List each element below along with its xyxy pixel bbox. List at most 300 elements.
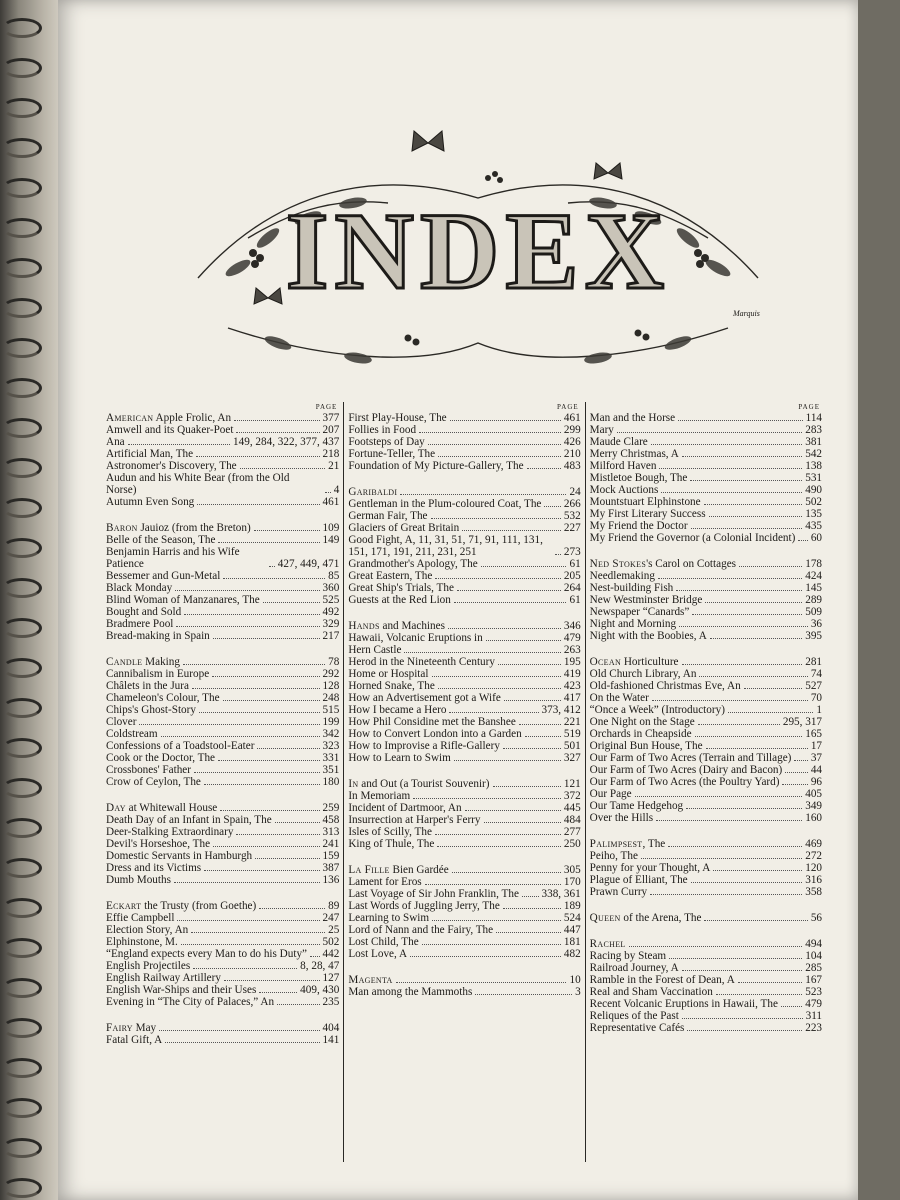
entry-title: Evening in “The City of Palaces,” An xyxy=(106,996,275,1008)
page-number: 266 xyxy=(563,498,581,510)
dot-leader xyxy=(481,566,567,567)
entry-title: Maude Clare xyxy=(589,436,648,448)
page-column-header: PAGE xyxy=(315,403,338,411)
entry-title: First Play-House, The xyxy=(348,412,447,424)
index-entry xyxy=(348,412,580,424)
binding-coil xyxy=(2,978,42,998)
index-entry xyxy=(348,752,580,764)
dot-leader xyxy=(679,626,808,627)
binding-coil xyxy=(2,298,42,318)
dot-leader xyxy=(798,540,807,541)
page-number: 469 xyxy=(805,838,823,850)
entry-title: Milford Haven xyxy=(589,460,657,472)
dot-leader xyxy=(691,528,803,529)
index-entry xyxy=(106,776,339,788)
entry-lead-word: Ocean xyxy=(589,656,622,668)
page-number: 195 xyxy=(563,656,581,668)
dot-leader xyxy=(193,968,297,969)
entry-title: Penny for your Thought, A xyxy=(589,862,711,874)
dot-leader xyxy=(448,628,561,629)
index-entry xyxy=(590,788,822,800)
page-number: 178 xyxy=(805,558,823,570)
page-number: 479 xyxy=(805,998,823,1010)
dot-leader xyxy=(652,700,808,701)
entry-title: Peiho, The xyxy=(589,850,638,862)
entry-title: Dumb Mouths xyxy=(106,874,171,886)
dot-leader xyxy=(257,748,319,749)
entry-title: Great Eastern, The xyxy=(348,570,433,582)
dot-leader xyxy=(454,760,561,761)
binding-coil xyxy=(2,738,42,758)
page-number: 56 xyxy=(810,912,823,924)
page-column-header: PAGE xyxy=(798,403,821,411)
entry-title: English Railway Artillery xyxy=(106,972,221,984)
entry-title: Lament for Eros xyxy=(348,876,422,888)
dot-leader xyxy=(184,614,319,615)
dot-leader xyxy=(658,578,802,579)
entry-title-rest: Apple Frolic, An xyxy=(153,412,232,424)
entry-title: Benjamin Harris and his Wife Patience xyxy=(106,546,240,570)
page-number: 37 xyxy=(810,752,823,764)
dot-leader xyxy=(682,456,802,457)
entry-title: Old-fashioned Christmas Eve, An xyxy=(589,680,741,692)
entry-title-rest: Bien Gardée xyxy=(389,864,449,876)
dot-leader xyxy=(191,932,325,933)
dot-leader xyxy=(678,420,803,421)
dot-leader xyxy=(199,712,320,713)
index-letter-section xyxy=(348,486,580,606)
entry-title: Audun and his White Bear (from the Old Norse) xyxy=(106,472,290,496)
dot-leader xyxy=(713,870,802,871)
page-number: 311 xyxy=(805,1010,823,1022)
entry-lead-word: Magenta xyxy=(348,974,393,986)
index-entry xyxy=(348,558,580,570)
index-entry xyxy=(590,950,822,962)
dot-leader xyxy=(706,748,808,749)
dot-leader xyxy=(396,982,567,983)
binding-coil xyxy=(2,1138,42,1158)
entry-title: Prawn Curry xyxy=(589,886,648,898)
index-entry xyxy=(590,938,822,950)
index-letter-section xyxy=(106,900,339,1008)
page-number: 205 xyxy=(563,570,581,582)
index-entry xyxy=(348,620,580,632)
entry-title: Châlets in the Jura xyxy=(106,680,189,692)
entry-title: Confessions of a Toadstool-Eater xyxy=(106,740,255,752)
page-number: 387 xyxy=(322,862,340,874)
page-number: 159 xyxy=(322,850,340,862)
dot-leader xyxy=(212,676,319,677)
dot-leader xyxy=(782,784,807,785)
entry-title: Follies in Food xyxy=(348,424,417,436)
dot-leader xyxy=(484,822,561,823)
entry-title: In Memoriam xyxy=(348,790,411,802)
index-entry xyxy=(106,594,339,606)
dot-leader xyxy=(641,858,802,859)
entry-lead-word: Hands xyxy=(348,620,380,632)
dot-leader xyxy=(181,944,320,945)
entry-title: Devil's Horseshoe, The xyxy=(106,838,211,850)
index-entry xyxy=(106,412,339,424)
dot-leader xyxy=(128,444,230,445)
page-number: 358 xyxy=(805,886,823,898)
entry-title: Coldstream xyxy=(106,728,158,740)
entry-title: My Friend the Doctor xyxy=(589,520,688,532)
index-entry xyxy=(590,752,822,764)
page-number: 373, 412 xyxy=(541,704,581,716)
binding-coil xyxy=(2,178,42,198)
page-number: 445 xyxy=(563,802,581,814)
dot-leader xyxy=(236,432,319,433)
page-number: 127 xyxy=(322,972,340,984)
index-entry xyxy=(348,864,580,876)
dot-leader xyxy=(204,870,319,871)
page-number: 272 xyxy=(805,850,823,862)
index-entry xyxy=(590,728,822,740)
index-entry xyxy=(106,716,339,728)
page-number: 427, 449, 471 xyxy=(277,558,340,570)
page-number: 313 xyxy=(322,826,340,838)
binding-coil xyxy=(2,778,42,798)
index-entry xyxy=(106,570,339,582)
binding-coil xyxy=(2,338,42,358)
dot-leader xyxy=(437,846,561,847)
dot-leader xyxy=(236,834,319,835)
dot-leader xyxy=(428,444,561,445)
dot-leader xyxy=(522,896,539,897)
dot-leader xyxy=(698,724,780,725)
entry-title: Night with the Boobies, A xyxy=(589,630,707,642)
page-number: 331 xyxy=(322,752,340,764)
dot-leader xyxy=(240,468,325,469)
page-number: 199 xyxy=(322,716,340,728)
dot-leader xyxy=(503,748,561,749)
entry-title: Mistletoe Bough, The xyxy=(589,472,688,484)
page-number: 351 xyxy=(322,764,340,776)
page-number: 149, 284, 322, 377, 437 xyxy=(233,436,340,448)
page-number: 264 xyxy=(563,582,581,594)
entry-title: Lost Love, A xyxy=(348,948,408,960)
page-number: 295, 317 xyxy=(782,716,823,728)
index-entry xyxy=(590,436,822,448)
page-number: 120 xyxy=(805,862,823,874)
index-entry xyxy=(590,558,822,570)
dot-leader xyxy=(699,676,807,677)
index-entry xyxy=(590,656,822,668)
index-entry xyxy=(348,510,580,522)
entry-title: How to Convert London into a Garden xyxy=(348,728,522,740)
index-entry xyxy=(348,644,580,656)
entry-title: Footsteps of Day xyxy=(348,436,425,448)
index-column-1 xyxy=(102,402,343,1162)
index-letter-section xyxy=(348,778,580,850)
entry-title xyxy=(106,412,231,424)
entry-title xyxy=(348,620,445,632)
dot-leader xyxy=(650,894,802,895)
index-entry xyxy=(348,522,580,534)
entry-lead-word: Palimpsest xyxy=(589,838,643,850)
dot-leader xyxy=(435,578,561,579)
page-number: 121 xyxy=(563,778,581,790)
binding-coil xyxy=(2,658,42,678)
page-number: 210 xyxy=(563,448,581,460)
page-number: 8, 28, 47 xyxy=(300,960,340,972)
entry-title: Fortune-Teller, The xyxy=(348,448,436,460)
index-entry xyxy=(106,984,339,996)
index-entry xyxy=(106,618,339,630)
index-entry xyxy=(106,692,339,704)
index-entry xyxy=(348,986,580,998)
index-entry xyxy=(590,570,822,582)
index-entry xyxy=(590,912,822,924)
dot-leader xyxy=(175,590,319,591)
page-number: 138 xyxy=(805,460,823,472)
entry-title xyxy=(106,802,217,814)
index-entry xyxy=(348,424,580,436)
entry-title xyxy=(348,486,397,498)
dot-leader xyxy=(695,736,803,737)
page-number: 145 xyxy=(805,582,823,594)
index-letter-section xyxy=(106,1022,339,1046)
dot-leader xyxy=(465,810,561,811)
entry-title: Guests at the Red Lion xyxy=(348,594,451,606)
page-number: 327 xyxy=(563,752,581,764)
entry-title: Mountstuart Elphinstone xyxy=(589,496,701,508)
entry-lead-word: Candle xyxy=(106,656,143,668)
index-entry xyxy=(106,826,339,838)
page-number: 524 xyxy=(563,912,581,924)
page-number: 338, 361 xyxy=(541,888,581,900)
index-entry xyxy=(590,606,822,618)
dot-leader xyxy=(413,798,561,799)
page-number: 349 xyxy=(805,800,823,812)
page-number: 96 xyxy=(810,776,823,788)
page-number: 218 xyxy=(322,448,340,460)
entry-title xyxy=(106,1022,156,1034)
entry-title: New Westminster Bridge xyxy=(589,594,703,606)
index-letter-section xyxy=(106,522,339,642)
index-entry xyxy=(348,460,580,472)
index-letter-section xyxy=(106,412,339,508)
index-entry xyxy=(106,630,339,642)
binding-coil xyxy=(2,938,42,958)
entry-title: Cannibalism in Europe xyxy=(106,668,210,680)
page-number: 525 xyxy=(322,594,340,606)
binding-coil xyxy=(2,1058,42,1078)
page-number: 281 xyxy=(805,656,823,668)
dot-leader xyxy=(176,626,319,627)
column-body xyxy=(348,412,580,998)
index-entry xyxy=(590,800,822,812)
page-number: 17 xyxy=(810,740,823,752)
dot-leader xyxy=(422,944,561,945)
page-number: 342 xyxy=(322,728,340,740)
entry-title: How to Learn to Swim xyxy=(348,752,451,764)
index-entry xyxy=(590,874,822,886)
dot-leader xyxy=(425,884,561,885)
page-number: 283 xyxy=(805,424,823,436)
page-number: 542 xyxy=(805,448,823,460)
index-entry xyxy=(590,692,822,704)
index-entry xyxy=(348,498,580,510)
page-number: 61 xyxy=(569,558,581,570)
dot-leader xyxy=(704,504,803,505)
binding-coil xyxy=(2,98,42,118)
entry-title: “Once a Week” (Introductory) xyxy=(589,704,725,716)
entry-title-rest: the Trusty (from Goethe) xyxy=(141,900,257,912)
entry-title: Our Farm of Two Acres (Terrain and Tillage) xyxy=(589,752,792,764)
page-number: 372 xyxy=(563,790,581,802)
entry-title: Amwell and its Quaker-Poet xyxy=(106,424,234,436)
index-entry xyxy=(590,448,822,460)
dot-leader xyxy=(194,772,320,773)
entry-title-rest: and Machines xyxy=(379,620,445,632)
dot-leader xyxy=(431,518,561,519)
entry-title: Lord of Nann and the Fairy, The xyxy=(348,924,494,936)
dot-leader xyxy=(438,688,561,689)
entry-title: Hern Castle xyxy=(348,644,402,656)
entry-title xyxy=(348,864,448,876)
entry-title: Ramble in the Forest of Dean, A xyxy=(589,974,735,986)
index-entry xyxy=(348,728,580,740)
page-number: 181 xyxy=(563,936,581,948)
dot-leader xyxy=(739,566,802,567)
entry-title: Herod in the Nineteenth Century xyxy=(348,656,495,668)
column-body xyxy=(106,412,339,1046)
entry-title: Nest-building Fish xyxy=(589,582,674,594)
page-number: 10 xyxy=(569,974,581,986)
page-number: 490 xyxy=(805,484,823,496)
spiral-binding xyxy=(0,0,62,1200)
index-entry xyxy=(106,838,339,850)
dot-leader xyxy=(687,1030,802,1031)
page-number: 250 xyxy=(563,838,581,850)
page-number: 25 xyxy=(328,924,340,936)
binding-coil xyxy=(2,138,42,158)
dot-leader xyxy=(503,908,561,909)
page-number: 235 xyxy=(322,996,340,1008)
entry-title: Dress and its Victims xyxy=(106,862,202,874)
dot-leader xyxy=(452,872,561,873)
entry-title: How an Advertisement got a Wife xyxy=(348,692,501,704)
dot-leader xyxy=(728,712,814,713)
index-entry xyxy=(106,448,339,460)
index-entry xyxy=(106,912,339,924)
entry-title: Blind Woman of Manzanares, The xyxy=(106,594,260,606)
index-entry xyxy=(348,948,580,960)
entry-title xyxy=(590,912,702,924)
index-entry xyxy=(590,1010,822,1022)
index-entry xyxy=(348,692,580,704)
index-entry xyxy=(106,522,339,534)
index-entry xyxy=(106,656,339,668)
dot-leader xyxy=(450,420,561,421)
entry-title: King of Thule, The xyxy=(348,838,435,850)
entry-title-rest: Making xyxy=(142,656,180,668)
page-number: 515 xyxy=(322,704,340,716)
entry-title-rest: Horticulture xyxy=(621,656,679,668)
index-entry xyxy=(106,752,339,764)
page-number: 165 xyxy=(805,728,823,740)
binding-coil xyxy=(2,498,42,518)
page-number: 21 xyxy=(328,460,340,472)
binding-coil xyxy=(2,218,42,238)
index-entry xyxy=(348,924,580,936)
index-entry xyxy=(348,436,580,448)
page-number: 426 xyxy=(563,436,581,448)
dot-leader xyxy=(629,946,803,947)
dot-leader xyxy=(498,664,561,665)
binding-coil xyxy=(2,818,42,838)
page-number: 509 xyxy=(805,606,823,618)
index-entry xyxy=(106,936,339,948)
page-number: 461 xyxy=(322,496,340,508)
dot-leader xyxy=(218,542,319,543)
dot-leader xyxy=(269,566,275,567)
index-entry xyxy=(590,704,822,716)
entry-title: Hawaii, Volcanic Eruptions in xyxy=(348,632,483,644)
page-number: 435 xyxy=(805,520,823,532)
dot-leader xyxy=(682,664,803,665)
dot-leader xyxy=(486,640,561,641)
dot-leader xyxy=(255,858,319,859)
page-number: 207 xyxy=(322,424,340,436)
index-entry xyxy=(348,912,580,924)
page-number: 292 xyxy=(322,668,340,680)
entry-title-rest: at Whitewall House xyxy=(125,802,218,814)
entry-title: Mock Auctions xyxy=(589,484,659,496)
page-number: 85 xyxy=(328,570,340,582)
entry-title-rest: Jauioz (from the Breton) xyxy=(137,522,251,534)
page-number: 247 xyxy=(322,912,340,924)
index-entry xyxy=(106,862,339,874)
entry-title: Home or Hospital xyxy=(348,668,429,680)
index-letter-section xyxy=(106,802,339,886)
page-number: 502 xyxy=(322,936,340,948)
index-entry xyxy=(348,900,580,912)
entry-title: Belle of the Season, The xyxy=(106,534,216,546)
entry-title: Foundation of My Picture-Gallery, The xyxy=(348,460,524,472)
entry-title: Our Page xyxy=(589,788,632,800)
index-entry xyxy=(590,630,822,642)
index-entry xyxy=(590,668,822,680)
entry-title xyxy=(106,900,256,912)
entry-title: Railroad Journey, A xyxy=(589,962,679,974)
index-entry xyxy=(106,874,339,886)
entry-title: How Phil Considine met the Banshee xyxy=(348,716,516,728)
page-number: 221 xyxy=(563,716,581,728)
entry-title: Autumn Even Song xyxy=(106,496,195,508)
index-entry xyxy=(348,704,580,716)
dot-leader xyxy=(196,456,319,457)
entry-lead-word: Garibaldi xyxy=(348,486,398,498)
index-entry xyxy=(590,532,822,544)
index-entry xyxy=(590,496,822,508)
column-body xyxy=(590,412,822,1034)
dot-leader xyxy=(213,846,320,847)
dot-leader xyxy=(669,958,802,959)
dot-leader xyxy=(682,1018,803,1019)
page-number: 170 xyxy=(563,876,581,888)
index-entry xyxy=(590,680,822,692)
page-number: 180 xyxy=(322,776,340,788)
index-letter-section xyxy=(348,620,580,764)
page-number: 128 xyxy=(322,680,340,692)
index-entry xyxy=(348,838,580,850)
page-number: 377 xyxy=(322,412,340,424)
page-number: 346 xyxy=(563,620,581,632)
entry-lead-word: Day xyxy=(106,802,126,814)
